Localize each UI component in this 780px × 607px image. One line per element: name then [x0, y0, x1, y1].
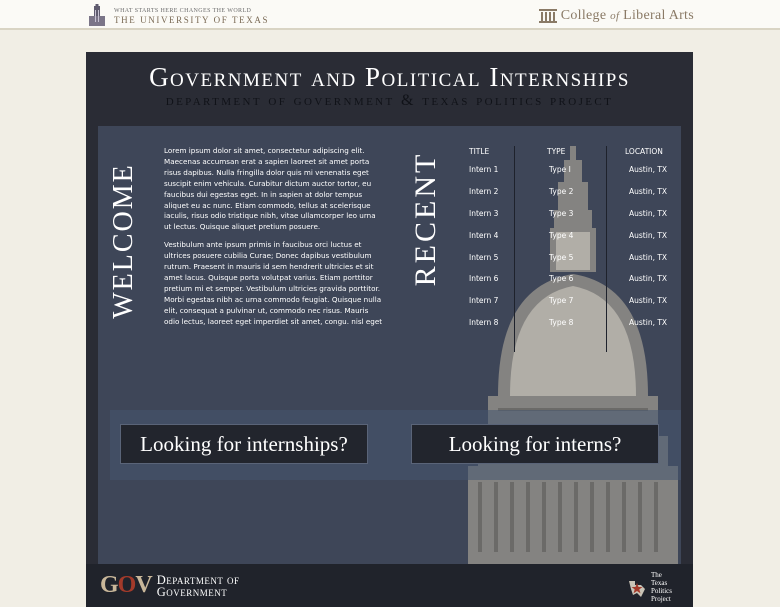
table-row[interactable]	[458, 251, 681, 273]
cell-title: Intern 5	[469, 252, 499, 262]
main-panel	[86, 52, 693, 607]
cell-type: Type 3	[549, 208, 574, 218]
looking-for-interns-button[interactable]: Looking for interns?	[411, 424, 659, 464]
table-row[interactable]	[458, 229, 681, 251]
college-prefix: College	[560, 8, 607, 23]
dept-line-2: Government	[156, 584, 228, 599]
cell-location: Austin, TX	[629, 274, 668, 284]
ttp-line-4: Project	[651, 595, 671, 603]
table-row[interactable]	[458, 272, 681, 294]
columns-icon	[539, 9, 557, 23]
texas-politics-project-logo[interactable]	[627, 571, 672, 603]
cell-title: Intern 4	[469, 230, 499, 240]
looking-for-internships-button[interactable]: Looking for internships?	[120, 424, 368, 464]
ut-tagline: WHAT STARTS HERE CHANGES THE WORLD	[114, 7, 252, 14]
footer	[86, 564, 693, 607]
cell-type: Type 8	[549, 318, 574, 328]
top-bar	[0, 0, 780, 30]
cell-location: Austin, TX	[629, 208, 668, 218]
cell-type: Type 5	[549, 252, 574, 262]
college-suffix: Liberal Arts	[623, 8, 694, 23]
column-header-title: TITLE	[469, 147, 490, 156]
welcome-paragraph-2: Vestibulum ante ipsum primis in faucibus orci luctus et ultrices posuere cubilia Curae; Donec dapibus vestibulum rutrum. Praesent in mauris id sem hendrerit ultricies et sit amet lacus. Quisque porta volutpat varius. Etiam porttitor pretium mi et semper. Vestibulum ultricies gravida porttitor. Morbi egestas nibh ac urna commodo feugiat. Quisque nulla elit, consequat a pulvinar ut, commodo nec risus. Mauris odio lectus, laoreet eget imperdiet sit amet, congu. nisl eget	[164, 240, 383, 326]
ttp-line-2: Texas	[651, 579, 668, 587]
table-row[interactable]	[458, 185, 681, 207]
cell-type: Type 6	[549, 274, 574, 284]
column-header-location: LOCATION	[625, 147, 663, 156]
recent-internships-table	[458, 163, 681, 338]
ut-name: THE UNIVERSITY OF TEXAS	[114, 14, 270, 25]
column-header-type: TYPE	[547, 147, 566, 156]
cell-type: Type 2	[549, 186, 574, 196]
welcome-paragraph-1: Lorem ipsum dolor sit amet, consectetur adipiscing elit. Maecenas accumsan erat a sapien laoreet sit amet porta risus dapibus. Nulla fringilla dolor quis mi venenatis eget suscipit enim vehicula. Curabitur dictum auctor tortor, eu faucibus dui egestas eget. In in sapien at dolor tempus aliquet eu ac nunc. Etiam commodo, tellus at scelerisque iaculis, risus odio tristique nibh, vitae ullamcorper leo urna ut lectus. Quisque aliquet pretium posuere.	[164, 146, 376, 232]
cell-location: Austin, TX	[629, 165, 668, 174]
recent-heading: RECENT	[409, 151, 442, 286]
table-row[interactable]	[458, 163, 681, 185]
cell-location: Austin, TX	[629, 230, 668, 240]
ut-tower-icon	[86, 4, 108, 28]
table-row[interactable]	[458, 294, 681, 316]
welcome-text	[164, 146, 384, 328]
college-of: of	[610, 10, 620, 22]
table-row[interactable]	[458, 207, 681, 229]
gov-mark: GOV	[100, 572, 152, 598]
cell-title: Intern 6	[469, 274, 499, 284]
cell-location: Austin, TX	[629, 186, 668, 196]
college-of-liberal-arts-logo[interactable]	[539, 8, 694, 24]
texas-star-icon	[627, 577, 649, 599]
cell-location: Austin, TX	[629, 252, 668, 262]
ut-logo[interactable]	[86, 4, 269, 28]
cell-type: Type 4	[549, 230, 574, 240]
cell-title: Intern 1	[469, 165, 499, 174]
page-subtitle: department of government & texas politics project	[165, 92, 614, 109]
table-row[interactable]	[458, 316, 681, 338]
cell-location: Austin, TX	[629, 318, 668, 328]
ttp-line-1: The	[651, 571, 662, 579]
cell-title: Intern 3	[469, 208, 499, 218]
department-of-government-logo[interactable]	[100, 572, 239, 599]
welcome-heading: WELCOME	[108, 163, 139, 319]
cell-title: Intern 7	[469, 296, 499, 306]
dept-line-1: Department of	[156, 572, 240, 587]
cell-type: Type 7	[549, 296, 574, 306]
cell-title: Intern 8	[469, 318, 499, 328]
page-title: Government and Political Internships	[149, 62, 630, 92]
cell-type: Type I	[549, 165, 571, 174]
ttp-line-3: Politics	[651, 587, 673, 595]
cell-location: Austin, TX	[629, 296, 668, 306]
cell-title: Intern 2	[469, 186, 499, 196]
content-area	[98, 126, 681, 564]
